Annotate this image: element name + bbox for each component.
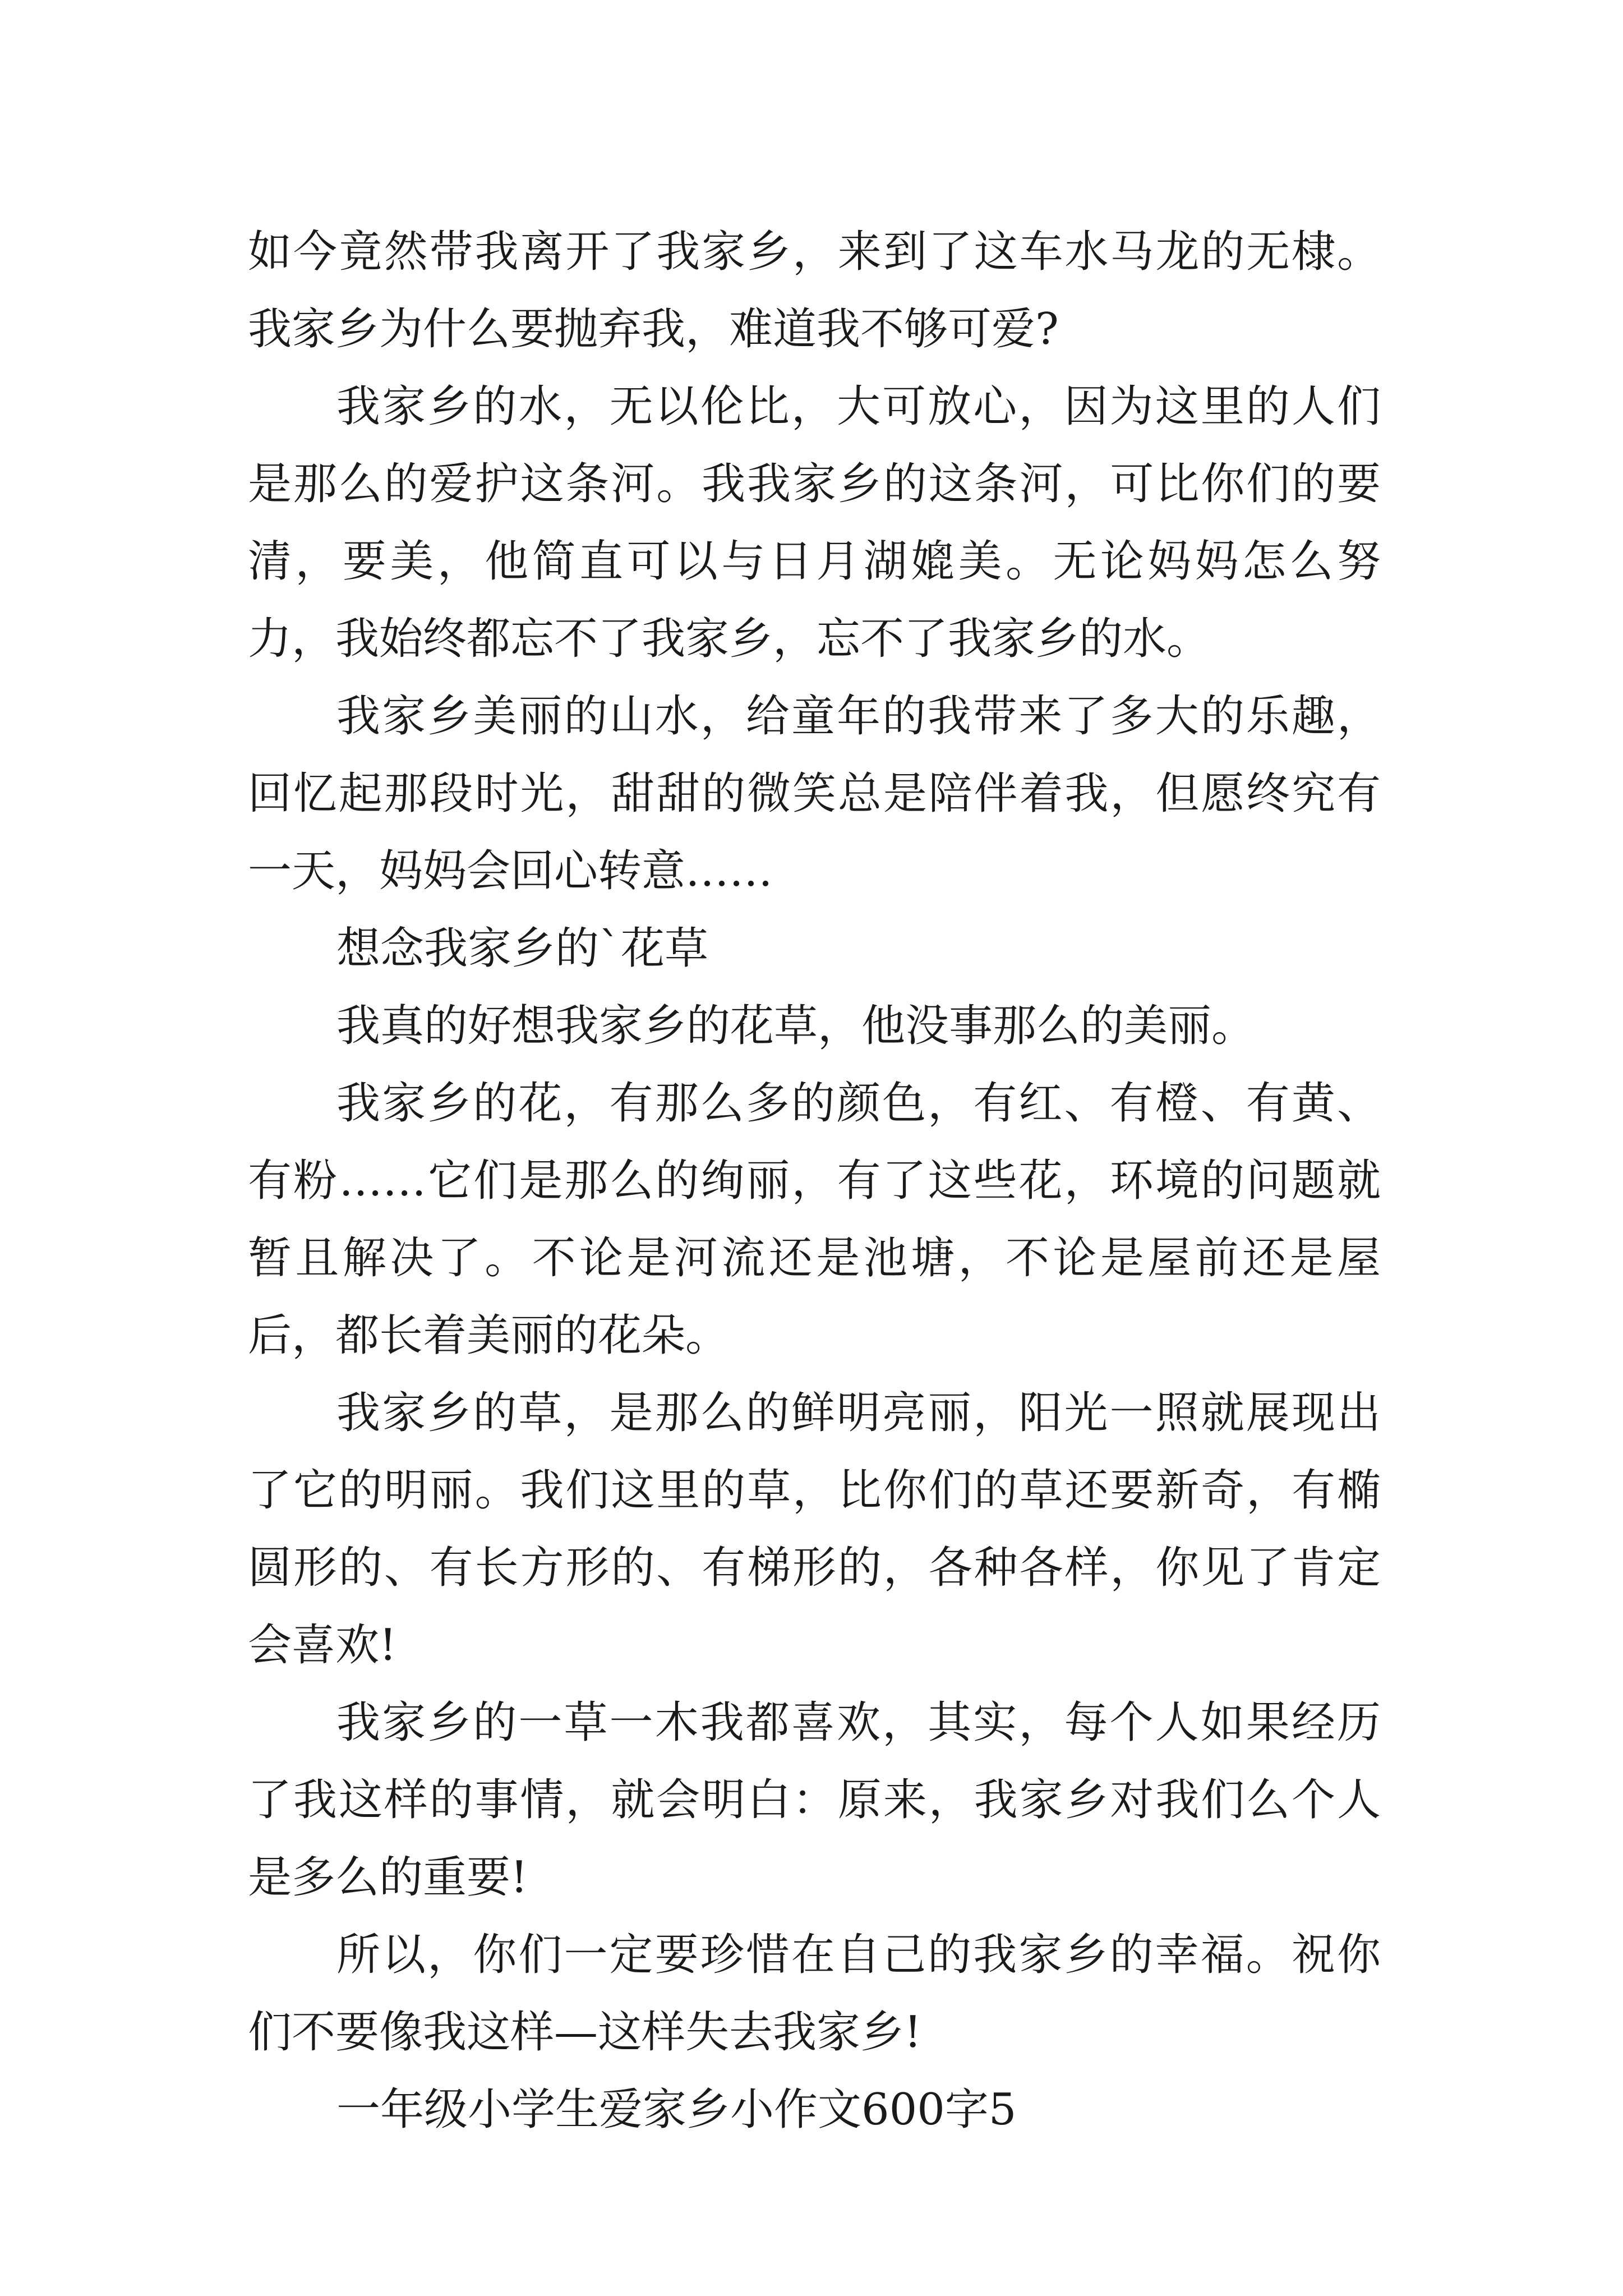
paragraph-9: 所以，你们一定要珍惜在自己的我家乡的幸福。祝你们不要像我这样—这样失去我家乡! <box>248 1930 1381 2058</box>
paragraph-3: 我家乡美丽的山水，给童年的我带来了多大的乐趣，回忆起那段时光，甜甜的微笑总是陪伴着我，但愿终究有一天，妈妈会回心转意…… <box>248 691 1381 896</box>
section-heading-flowers: 想念我家乡的`花草 <box>336 923 709 974</box>
paragraph-7: 我家乡的草，是那么的鲜明亮丽，阳光一照就展现出了它的明丽。我们这里的草，比你们的草还要新奇，有椭圆形的、有长方形的、有梯形的，各种各样，你见了肯定会喜欢! <box>248 1388 1381 1671</box>
paragraph-6: 我家乡的花，有那么多的颜色，有红、有橙、有黄、有粉……它们是那么的绚丽，有了这些花，环境的问题就暂且解决了。不论是河流还是池塘，不论是屋前还是屋后，都长着美丽的花朵。 <box>248 1078 1381 1361</box>
paragraph-5: 我真的好想我家乡的花草，他没事那么的美丽。 <box>336 1001 1256 1051</box>
document-body <box>248 213 1381 2148</box>
paragraph-2: 我家乡的水，无以伦比，大可放心，因为这里的人们是那么的爱护这条河。我我家乡的这条河，可比你们的要清，要美，他简直可以与日月湖媲美。无论妈妈怎么努力，我始终都忘不了我家乡，忘不了我家乡的水。 <box>248 381 1381 664</box>
next-essay-title: 一年级小学生爱家乡小作文600字5 <box>336 2085 1017 2135</box>
paragraph-8: 我家乡的一草一木我都喜欢，其实，每个人如果经历了我这样的事情，就会明白：原来，我家乡对我们么个人是多么的重要! <box>248 1697 1381 1903</box>
paragraph-1: 如今竟然带我离开了我家乡，来到了这车水马龙的无棣。我家乡为什么要抛弃我，难道我不够可爱? <box>248 227 1381 355</box>
